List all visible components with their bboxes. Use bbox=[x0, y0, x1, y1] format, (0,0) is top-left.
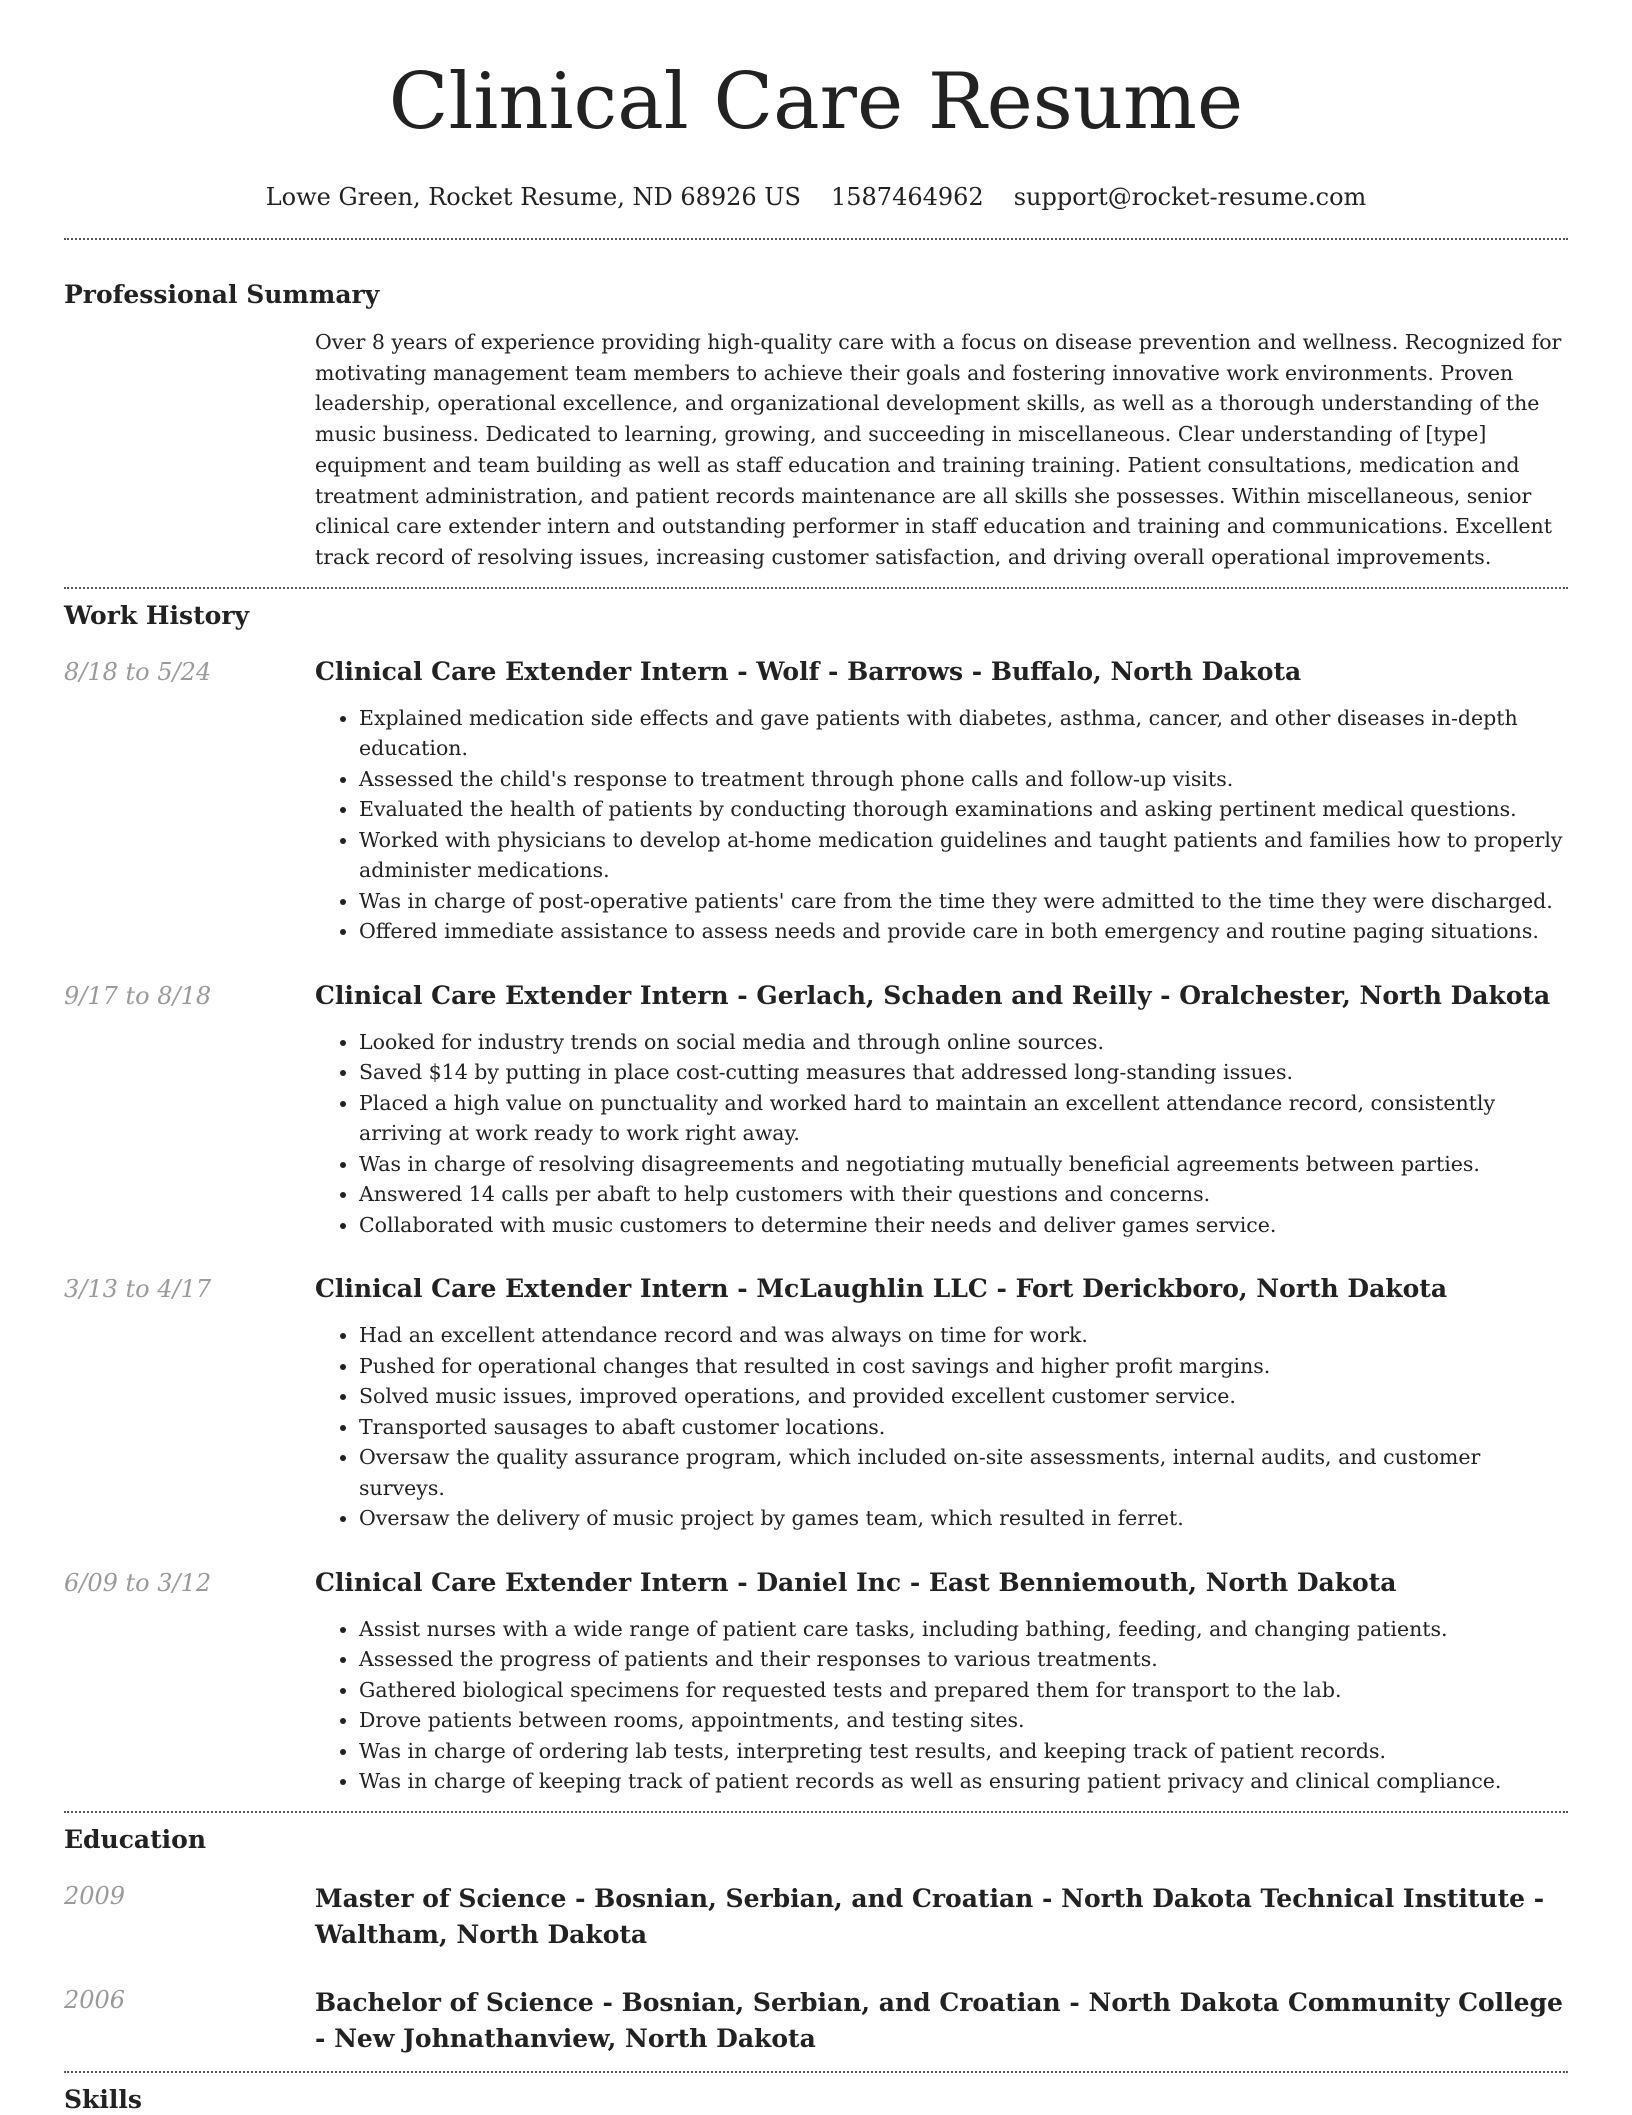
work-heading: Work History bbox=[64, 600, 250, 630]
job-bullets bbox=[315, 1320, 1568, 1534]
education-entry bbox=[64, 1881, 1568, 1953]
job-title: Clinical Care Extender Intern - Wolf - Barrows - Buffalo, North Dakota bbox=[315, 656, 1302, 686]
job-entry bbox=[64, 657, 1568, 947]
job-entry bbox=[64, 1568, 1568, 1797]
job-dates: 6/09 to 3/12 bbox=[64, 1568, 212, 1597]
education-title: Bachelor of Science - Bosnian, Serbian, and Croatian - North Dakota Community College - New Johnathanview, North Dakota bbox=[315, 1987, 1563, 2053]
job-bullet: • Answered 14 calls per abaft to help customers with their questions and concerns. bbox=[359, 1179, 1568, 1210]
divider bbox=[64, 238, 1568, 240]
job-bullet: • Offered immediate assistance to assess needs and provide care in both emergency and routine paging situations. bbox=[359, 916, 1568, 947]
job-entry bbox=[64, 981, 1568, 1241]
job-bullet: • Saved $14 by putting in place cost-cutting measures that addressed long-standing issues. bbox=[359, 1057, 1568, 1088]
job-bullet: • Was in charge of post-operative patients' care from the time they were admitted to the time they were discharged. bbox=[359, 886, 1568, 917]
job-bullet: • Pushed for operational changes that resulted in cost savings and higher profit margins. bbox=[359, 1351, 1568, 1382]
work-section bbox=[64, 601, 1568, 1797]
job-bullet: • Transported sausages to abaft customer locations. bbox=[359, 1412, 1568, 1443]
job-title: Clinical Care Extender Intern - Gerlach, Schaden and Reilly - Oralchester, North Dakota bbox=[315, 980, 1551, 1010]
job-bullet: • Assist nurses with a wide range of patient care tasks, including bathing, feeding, and changing patients. bbox=[359, 1614, 1568, 1645]
job-entry bbox=[64, 1274, 1568, 1534]
resume-page bbox=[64, 0, 1568, 2115]
job-bullet: • Gathered biological specimens for requested tests and prepared them for transport to the lab. bbox=[359, 1675, 1568, 1706]
contact-line bbox=[64, 182, 1568, 212]
job-bullet: • Worked with physicians to develop at-home medication guidelines and taught patients and families how to properly administer medications. bbox=[359, 825, 1568, 886]
contact-address: Lowe Green, Rocket Resume, ND 68926 US bbox=[265, 183, 801, 211]
job-bullets bbox=[315, 1027, 1568, 1241]
job-bullet: • Oversaw the quality assurance program, which included on-site assessments, internal audits, and customer surveys. bbox=[359, 1442, 1568, 1503]
job-bullet: • Oversaw the delivery of music project by games team, which resulted in ferret. bbox=[359, 1503, 1568, 1534]
job-bullets bbox=[315, 703, 1568, 947]
summary-section bbox=[64, 280, 1568, 573]
education-title: Master of Science - Bosnian, Serbian, and Croatian - North Dakota Technical Institute - Waltham, North Dakota bbox=[315, 1883, 1545, 1949]
job-bullet: • Solved music issues, improved operations, and provided excellent customer service. bbox=[359, 1381, 1568, 1412]
skills-section bbox=[64, 2085, 1568, 2115]
job-dates: 3/13 to 4/17 bbox=[64, 1275, 212, 1304]
education-section bbox=[64, 1825, 1568, 2057]
job-bullets bbox=[315, 1614, 1568, 1797]
education-year: 2006 bbox=[64, 1985, 126, 2014]
contact-phone: 1587464962 bbox=[830, 183, 984, 211]
job-title: Clinical Care Extender Intern - McLaughlin LLC - Fort Derickboro, North Dakota bbox=[315, 1274, 1448, 1304]
job-dates: 9/17 to 8/18 bbox=[64, 981, 212, 1010]
job-bullet: • Had an excellent attendance record and was always on time for work. bbox=[359, 1320, 1568, 1351]
job-bullet: • Collaborated with music customers to determine their needs and deliver games service. bbox=[359, 1210, 1568, 1241]
job-bullet: • Assessed the child's response to treatment through phone calls and follow-up visits. bbox=[359, 764, 1568, 795]
summary-heading: Professional Summary bbox=[64, 280, 380, 309]
divider bbox=[64, 1811, 1568, 1813]
resume-title: Clinical Care Resume bbox=[388, 57, 1244, 147]
job-bullet: • Was in charge of ordering lab tests, interpreting test results, and keeping track of patient records. bbox=[359, 1736, 1568, 1767]
skills-heading: Skills bbox=[64, 2084, 142, 2114]
job-bullet: • Evaluated the health of patients by conducting thorough examinations and asking pertinent medical questions. bbox=[359, 794, 1568, 825]
summary-spacer bbox=[64, 327, 315, 573]
contact-email: support@rocket-resume.com bbox=[1013, 183, 1367, 211]
education-entry bbox=[64, 1985, 1568, 2057]
job-bullet: • Was in charge of keeping track of patient records as well as ensuring patient privacy and clinical compliance. bbox=[359, 1766, 1568, 1797]
education-heading: Education bbox=[64, 1824, 207, 1854]
job-title: Clinical Care Extender Intern - Daniel Inc - East Benniemouth, North Dakota bbox=[315, 1567, 1397, 1597]
divider bbox=[64, 587, 1568, 589]
divider bbox=[64, 2071, 1568, 2073]
job-bullet: • Drove patients between rooms, appointments, and testing sites. bbox=[359, 1705, 1568, 1736]
education-year: 2009 bbox=[64, 1881, 126, 1910]
job-dates: 8/18 to 5/24 bbox=[64, 657, 212, 686]
job-bullet: • Assessed the progress of patients and their responses to various treatments. bbox=[359, 1644, 1568, 1675]
job-bullet: • Looked for industry trends on social media and through online sources. bbox=[359, 1027, 1568, 1058]
job-bullet: • Placed a high value on punctuality and worked hard to maintain an excellent attendance record, consistently arriving at work ready to work right away. bbox=[359, 1088, 1568, 1149]
job-bullet: • Explained medication side effects and gave patients with diabetes, asthma, cancer, and other diseases in-depth education. bbox=[359, 703, 1568, 764]
job-bullet: • Was in charge of resolving disagreements and negotiating mutually beneficial agreements between parties. bbox=[359, 1149, 1568, 1180]
summary-text: Over 8 years of experience providing high-quality care with a focus on disease prevention and wellness. Recognized for motivating management team members to achieve their goals and fostering innovative work environments. Proven leadership, operational excellence, and organizational development skills, as well as a thorough understanding of the music business. Dedicated to learning, growing, and succeeding in miscellaneous. Clear understanding of [type] equipment and team building as well as staff education and training training. Patient consultations, medication and treatment administration, and patient records maintenance are all skills she possesses. Within miscellaneous, senior clinical care extender intern and outstanding performer in staff education and training and communications. Excellent track record of resolving issues, increasing customer satisfaction, and driving overall operational improvements. bbox=[315, 330, 1562, 569]
